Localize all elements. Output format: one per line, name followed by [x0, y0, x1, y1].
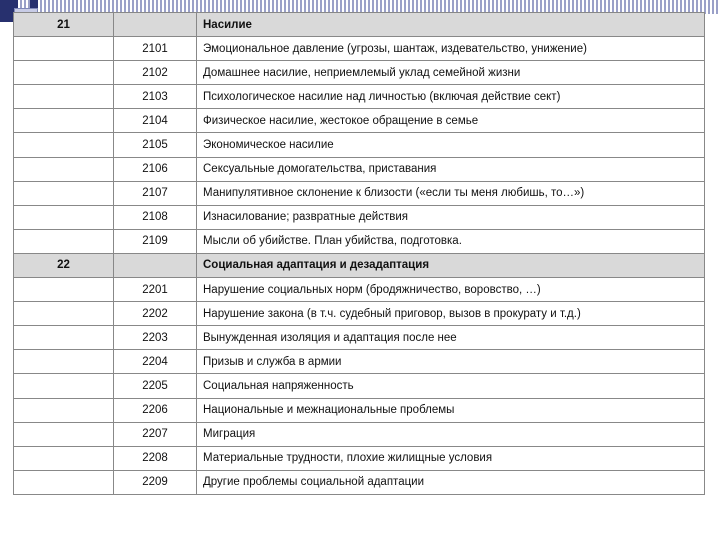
table-row	[14, 61, 705, 85]
item-code: 2103	[114, 85, 197, 109]
section-code-empty	[14, 229, 114, 253]
section-code-empty	[14, 109, 114, 133]
section-code-empty	[14, 326, 114, 350]
item-code: 2104	[114, 109, 197, 133]
item-code: 2202	[114, 302, 197, 326]
section-subcode-empty	[114, 13, 197, 37]
decorative-square	[30, 0, 38, 8]
item-description: Нарушение социальных норм (бродяжничество, воровство, …)	[197, 278, 705, 302]
item-description: Другие проблемы социальной адаптации	[197, 470, 705, 494]
item-code: 2107	[114, 181, 197, 205]
section-code-empty	[14, 350, 114, 374]
item-code: 2209	[114, 470, 197, 494]
section-code-empty	[14, 422, 114, 446]
item-code: 2108	[114, 205, 197, 229]
item-code: 2204	[114, 350, 197, 374]
table-row	[14, 181, 705, 205]
table-row	[14, 326, 705, 350]
item-description: Материальные трудности, плохие жилищные условия	[197, 446, 705, 470]
item-code: 2109	[114, 229, 197, 253]
item-description: Нарушение закона (в т.ч. судебный приговор, вызов в прокурату и т.д.)	[197, 302, 705, 326]
section-code-empty	[14, 398, 114, 422]
section-code-empty	[14, 37, 114, 61]
table-row	[14, 157, 705, 181]
item-code: 2203	[114, 326, 197, 350]
item-description: Мысли об убийстве. План убийства, подготовка.	[197, 229, 705, 253]
section-code: 22	[14, 253, 114, 277]
item-description: Физическое насилие, жестокое обращение в семье	[197, 109, 705, 133]
item-description: Сексуальные домогательства, приставания	[197, 157, 705, 181]
section-code-empty	[14, 157, 114, 181]
item-description: Социальная напряженность	[197, 374, 705, 398]
table-row	[14, 229, 705, 253]
item-description: Изнасилование; развратные действия	[197, 205, 705, 229]
table-row	[14, 37, 705, 61]
item-description: Призыв и служба в армии	[197, 350, 705, 374]
item-code: 2105	[114, 133, 197, 157]
table-row	[14, 422, 705, 446]
section-code-empty	[14, 470, 114, 494]
table-row	[14, 398, 705, 422]
section-code: 21	[14, 13, 114, 37]
section-header-row	[14, 253, 705, 277]
table-row	[14, 374, 705, 398]
table-body	[14, 13, 705, 495]
item-description: Миграция	[197, 422, 705, 446]
item-code: 2207	[114, 422, 197, 446]
section-title: Социальная адаптация и дезадаптация	[197, 253, 705, 277]
item-description: Психологическое насилие над личностью (включая действие сект)	[197, 85, 705, 109]
item-description: Вынужденная изоляция и адаптация после нее	[197, 326, 705, 350]
problem-codes-table	[13, 12, 705, 495]
item-code: 2208	[114, 446, 197, 470]
item-description: Эмоциональное давление (угрозы, шантаж, издевательство, унижение)	[197, 37, 705, 61]
table-row	[14, 446, 705, 470]
table-row	[14, 470, 705, 494]
item-code: 2205	[114, 374, 197, 398]
table-row	[14, 302, 705, 326]
table-row	[14, 109, 705, 133]
item-description: Манипулятивное склонение к близости («если ты меня любишь, то…»)	[197, 181, 705, 205]
table-row	[14, 133, 705, 157]
item-description: Национальные и межнациональные проблемы	[197, 398, 705, 422]
section-subcode-empty	[114, 253, 197, 277]
section-code-empty	[14, 278, 114, 302]
section-code-empty	[14, 302, 114, 326]
table-row	[14, 85, 705, 109]
section-code-empty	[14, 374, 114, 398]
item-description: Домашнее насилие, неприемлемый уклад семейной жизни	[197, 61, 705, 85]
section-code-empty	[14, 133, 114, 157]
item-description: Экономическое насилие	[197, 133, 705, 157]
section-title: Насилие	[197, 13, 705, 37]
table-row	[14, 205, 705, 229]
item-code: 2206	[114, 398, 197, 422]
item-code: 2101	[114, 37, 197, 61]
section-code-empty	[14, 85, 114, 109]
section-code-empty	[14, 446, 114, 470]
table-row	[14, 278, 705, 302]
section-code-empty	[14, 205, 114, 229]
section-code-empty	[14, 181, 114, 205]
table-row	[14, 350, 705, 374]
section-header-row	[14, 13, 705, 37]
item-code: 2102	[114, 61, 197, 85]
section-code-empty	[14, 61, 114, 85]
item-code: 2106	[114, 157, 197, 181]
item-code: 2201	[114, 278, 197, 302]
